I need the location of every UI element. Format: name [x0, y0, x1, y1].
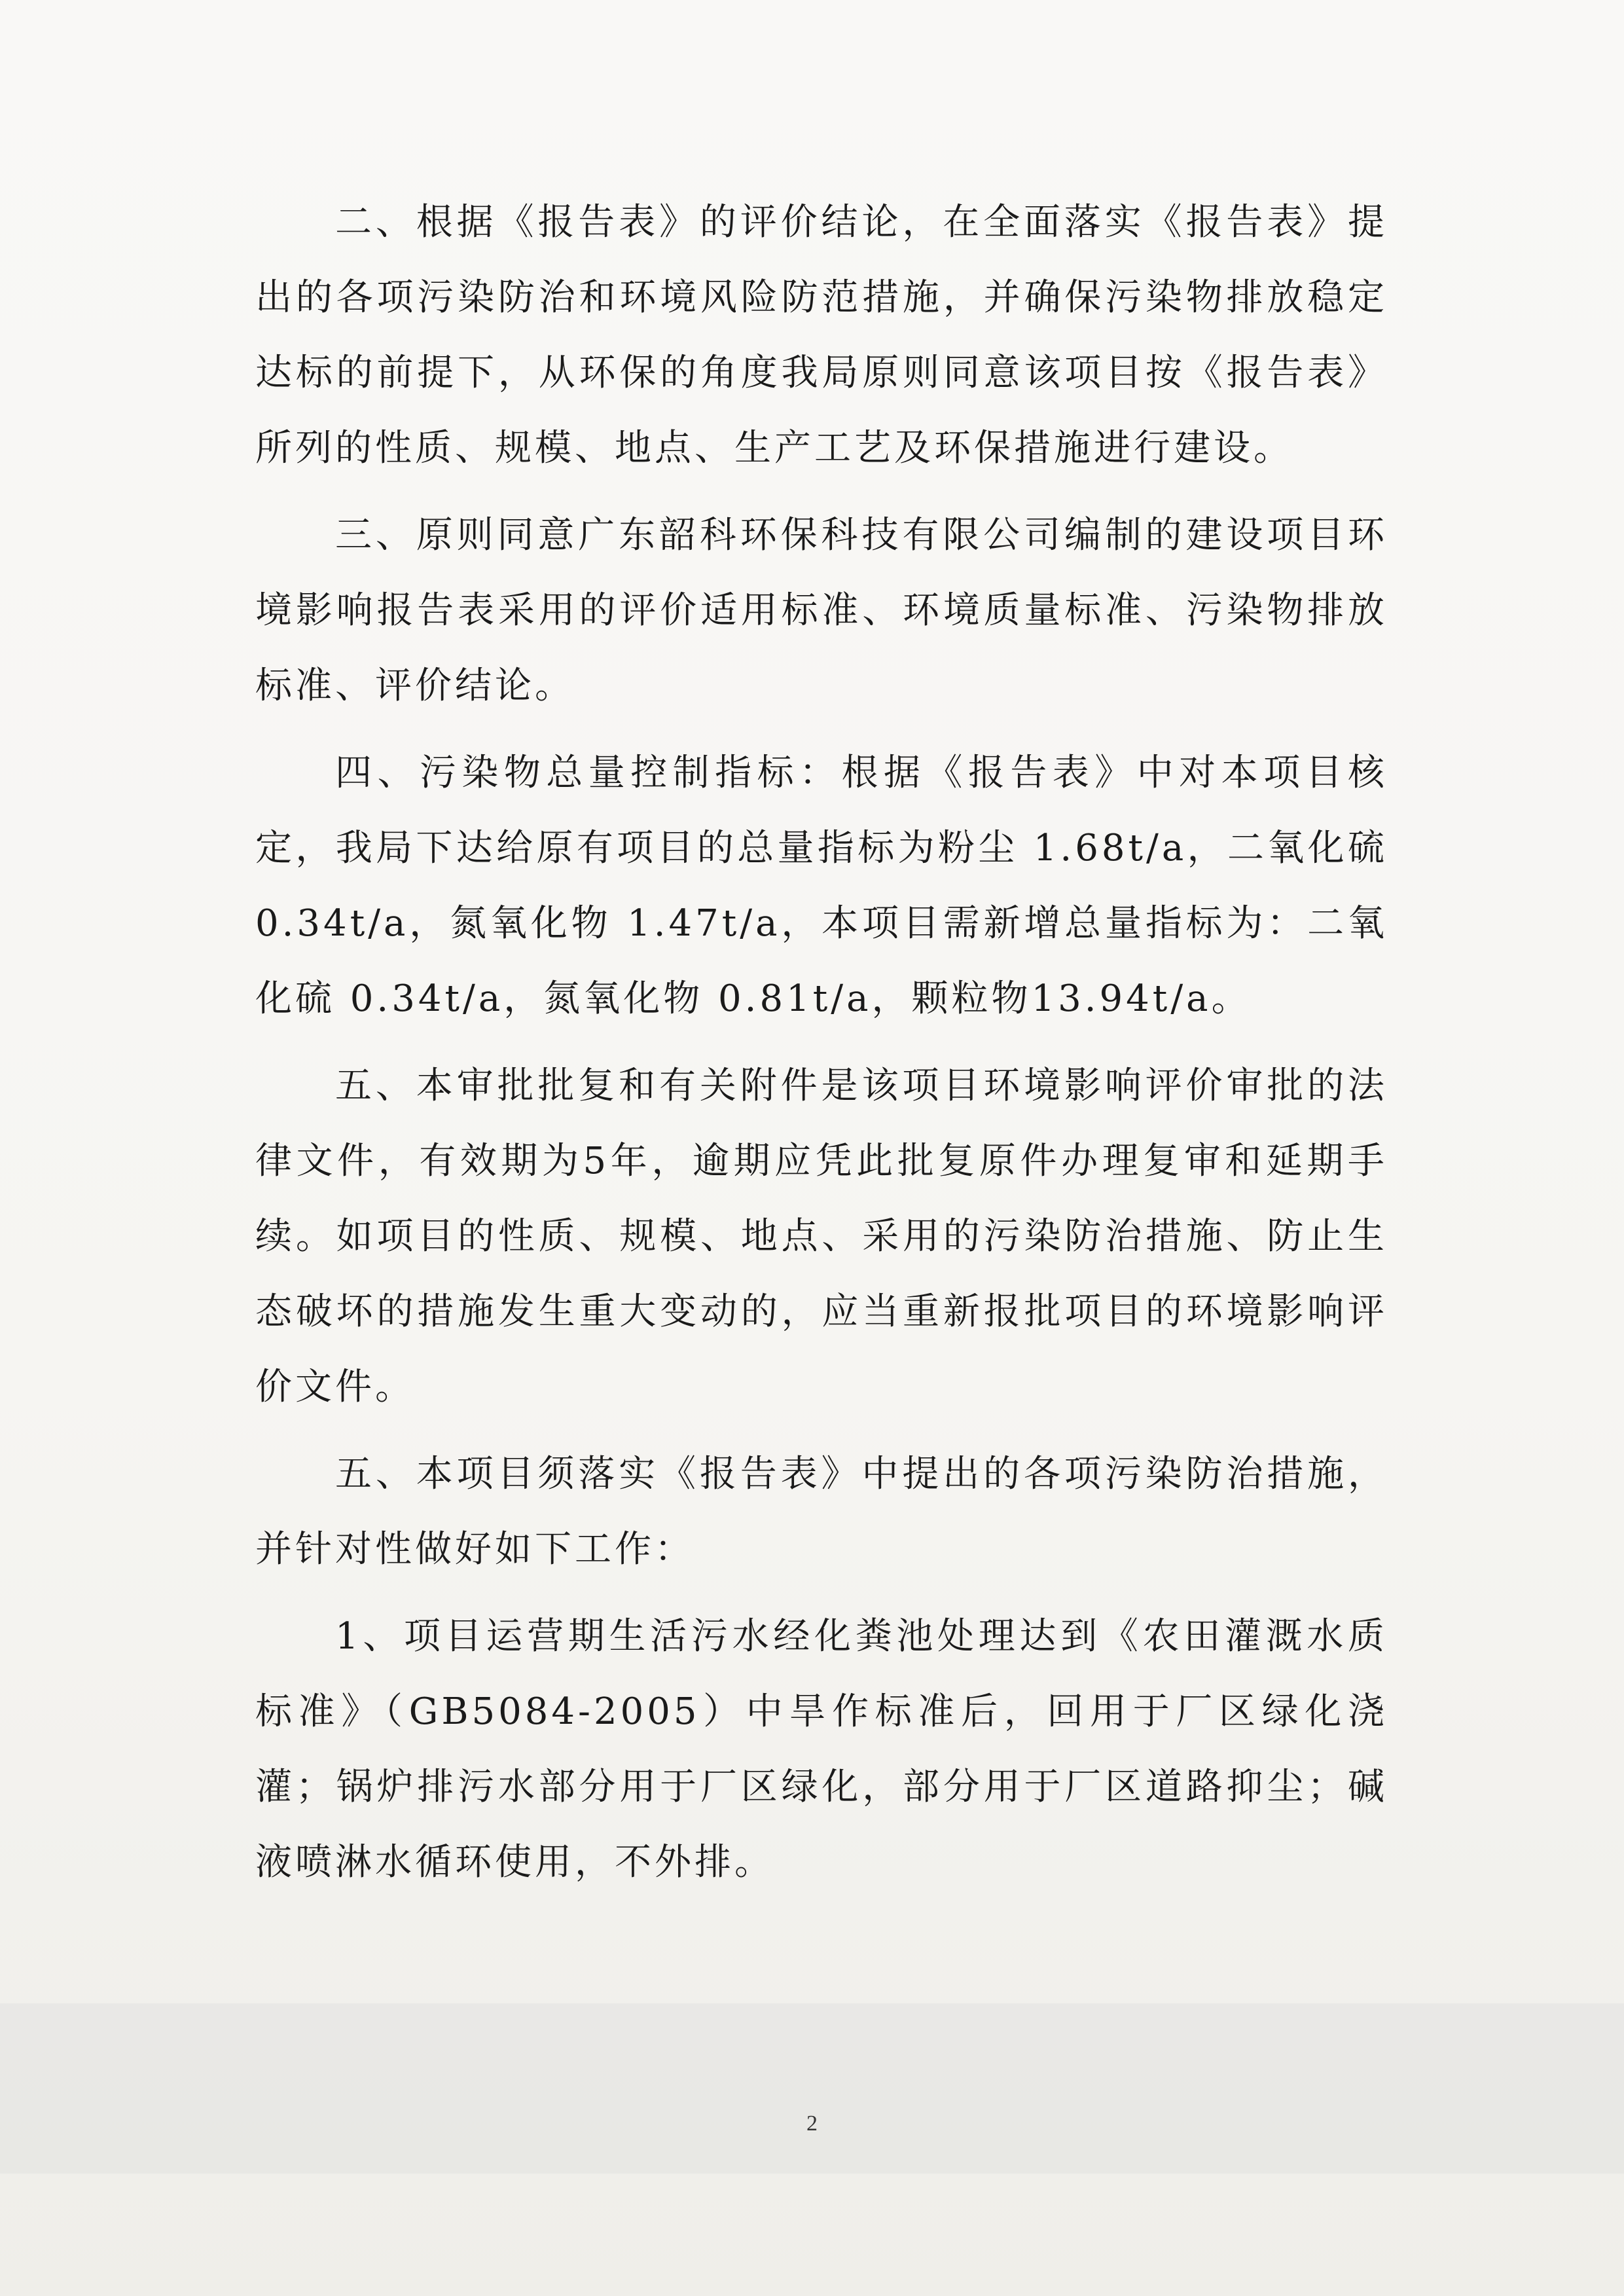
document-body — [255, 185, 1388, 1912]
paragraph-5-validity: 五、本审批批复和有关附件是该项目环境影响评价审批的法律文件，有效期为5年，逾期应凭此批复原件办理复审和延期手续。如项目的性质、规模、地点、采用的污染防治措施、防止生态破坏的措施发生重大变动的，应当重新报批项目的环境影响评价文件。 — [255, 1065, 1388, 1408]
scan-shading — [0, 2003, 1624, 2174]
paragraph-5-measures-intro: 五、本项目须落实《报告表》中提出的各项污染防治措施，并针对性做好如下工作： — [255, 1453, 1388, 1571]
paragraph-4-total-quantity-control: 四、污染物总量控制指标：根据《报告表》中对本项目核定，我局下达给原有项目的总量指标为粉尘 1.68t/a，二氧化硫 0.34t/a，氮氧化物 1.47t/a，本项目需新增总量指标为：二氧化硫 0.34t/a，氮氧化物 0.81t/a，颗粒物13.94t/a。 — [255, 752, 1388, 1020]
paragraph-2-approval-principle: 二、根据《报告表》的评价结论，在全面落实《报告表》提出的各项污染防治和环境风险防范措施，并确保污染物排放稳定达标的前提下，从环保的角度我局原则同意该项目按《报告表》所列的性质、规模、地点、生产工艺及环保措施进行建设。 — [255, 201, 1388, 469]
paragraph-measure-1-wastewater: 1、项目运营期生活污水经化粪池处理达到《农田灌溉水质标准》（GB5084-2005）中旱作标准后，回用于厂区绿化浇灌；锅炉排污水部分用于厂区绿化，部分用于厂区道路抑尘；碱液喷淋水循环使用，不外排。 — [255, 1615, 1388, 1884]
paragraph-3-standards: 三、原则同意广东韶科环保科技有限公司编制的建设项目环境影响报告表采用的评价适用标准、环境质量标准、污染物排放标准、评价结论。 — [255, 514, 1388, 707]
page-number: 2 — [806, 2111, 818, 2136]
